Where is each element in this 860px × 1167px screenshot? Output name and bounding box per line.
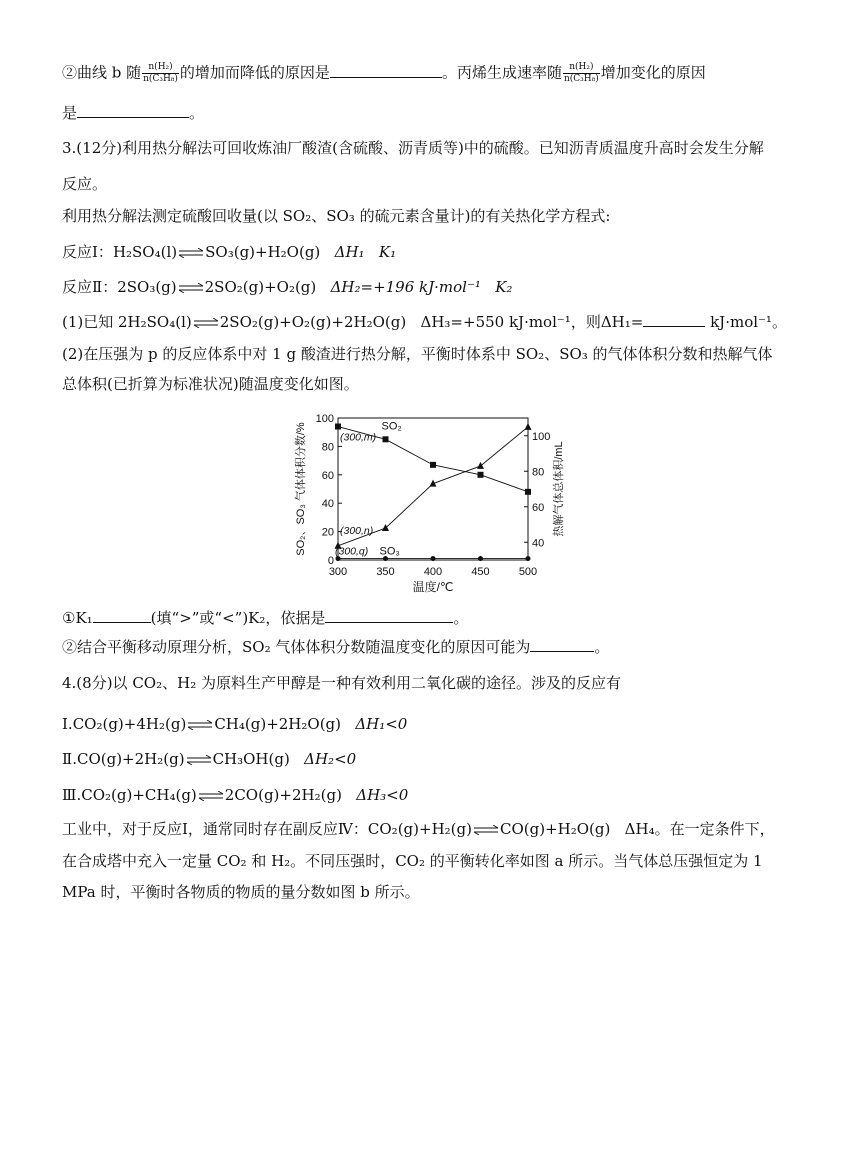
text-segment: 。丙烯生成速率随 xyxy=(441,63,562,82)
data-point-triangle xyxy=(525,423,532,430)
annotation-q: (300,q) xyxy=(335,545,369,558)
text-segment: 的增加而降低的原因是 xyxy=(179,63,330,82)
x-tick-label: 450 xyxy=(471,566,490,578)
sub-question-2-line-2: 总体积(已折算为标准状况)随温度变化如图。 xyxy=(62,375,359,393)
data-point-square xyxy=(383,436,389,442)
annotation-n: (300,n) xyxy=(340,524,374,537)
y2-tick-label: 60 xyxy=(532,501,545,514)
question-3-header-cont: 反应。 xyxy=(62,175,108,193)
question-3-intro: 利用热分解法测定硫酸回收量(以 SO₂、SO₃ 的硫元素含量计)的有关热化学方程式: xyxy=(62,207,611,225)
reaction-2: 反应Ⅱ：2SO₃(g) 2SO₂(g)+O₂(g) ΔH₂=+196 kJ·mol⁻¹ K₂ xyxy=(62,278,513,296)
y-tick-label: 80 xyxy=(321,441,334,454)
data-point-circle xyxy=(431,556,436,561)
equilibrium-arrow-icon xyxy=(178,248,204,258)
sub-question-1: (1)已知 2H₂SO₄(l) 2SO₂(g)+O₂(g)+2H₂O(g) ΔH₃=+550 kJ·mol⁻¹，则ΔH₁= kJ·mol⁻¹。 xyxy=(62,313,787,331)
data-point-triangle xyxy=(382,524,389,531)
text-segment: 增加变化的原因 xyxy=(600,63,706,82)
fraction: $\frac{\text{n(H₂)}}{\text{n(C₃H₈)}}$ xyxy=(563,62,599,84)
answer-blank[interactable] xyxy=(643,312,705,327)
reaction-4-2: Ⅱ.CO(g)+2H₂(g) CH₃OH(g) ΔH₂<0 xyxy=(62,750,357,768)
equilibrium-arrow-icon xyxy=(186,755,212,765)
question-3-header: 3.(12分)利用热分解法可回收炼油厂酸渣(含硫酸、沥青质等)中的硫酸。已知沥青质温度升高时会发生分解 xyxy=(62,139,764,157)
sub-question-2-line-1: (2)在压强为 p 的反应体系中对 1 g 酸渣进行热分解，平衡时体系中 SO₂、SO₃ 的气体体积分数和热解气体 xyxy=(62,345,773,363)
question-4-header: 4.(8分)以 CO₂、H₂ 为原料生产甲醇是一种有效利用二氧化碳的途径。涉及的反应有 xyxy=(62,674,621,692)
y2-tick-label: 100 xyxy=(532,430,551,443)
question-so2-reason: ②结合平衡移动原理分析，SO₂ 气体体积分数随温度变化的原因可能为 。 xyxy=(62,638,610,656)
y-tick-label: 20 xyxy=(321,526,334,539)
data-point-square xyxy=(335,424,341,430)
y2-axis-label: 热解气体总体积/mL xyxy=(553,441,565,537)
answer-blank[interactable] xyxy=(530,637,594,652)
data-point-triangle xyxy=(477,462,484,469)
paragraph-line-2: 在合成塔中充入一定量 CO₂ 和 H₂。不同压强时，CO₂ 的平衡转化率如图 a 所示。当气体总压强恒定为 1 xyxy=(62,852,763,870)
answer-blank[interactable] xyxy=(330,63,442,78)
reaction-4-3: Ⅲ.CO₂(g)+CH₄(g) 2CO(g)+2H₂(g) ΔH₃<0 xyxy=(62,786,409,804)
question-2-line-2: 是 。 xyxy=(62,104,205,122)
y-tick-label: 0 xyxy=(327,555,334,567)
plot-area xyxy=(293,413,565,594)
x-tick-label: 500 xyxy=(518,566,538,578)
equilibrium-arrow-icon xyxy=(187,720,213,730)
equilibrium-arrow-icon xyxy=(193,318,219,328)
y-tick-label: 100 xyxy=(315,413,334,425)
answer-blank[interactable] xyxy=(93,608,151,623)
y-axis-label: SO₂、SO₃ 气体体积分数/% xyxy=(295,422,307,556)
fraction: $\frac{\text{n(H₂)}}{\text{n(C₃H₈)}}$ xyxy=(143,62,178,84)
x-tick-label: 400 xyxy=(423,566,443,578)
annotation-m: (300,m) xyxy=(340,431,377,444)
equilibrium-arrow-icon xyxy=(198,791,224,801)
paragraph-line-3: MPa 时，平衡时各物质的物质的量分数如图 b 所示。 xyxy=(62,883,420,901)
series-label-so3: SO₃ xyxy=(379,545,400,558)
equilibrium-arrow-icon xyxy=(473,825,499,835)
equilibrium-arrow-icon xyxy=(178,283,204,293)
y-tick-label: 40 xyxy=(321,498,334,511)
y2-tick-label: 40 xyxy=(532,537,545,550)
reaction-4-1: Ⅰ.CO₂(g)+4H₂(g) CH₄(g)+2H₂O(g) ΔH₁<0 xyxy=(62,715,408,733)
paragraph-line-1: 工业中，对于反应Ⅰ，通常同时存在副反应Ⅳ：CO₂(g)+H₂(g) CO(g)+H₂O(g) ΔH₄。在一定条件下， xyxy=(62,820,775,838)
reaction-1: 反应Ⅰ：H₂SO₄(l) SO₃(g)+H₂O(g) ΔH₁ K₁ xyxy=(62,243,397,261)
answer-blank[interactable] xyxy=(77,103,189,118)
data-point-circle xyxy=(526,556,531,561)
x-axis-label: 温度/℃ xyxy=(412,580,454,594)
x-tick-label: 300 xyxy=(328,566,348,578)
y-tick-label: 60 xyxy=(321,469,334,482)
equilibrium-chart xyxy=(290,403,570,603)
answer-blank[interactable] xyxy=(325,608,453,623)
y2-tick-label: 80 xyxy=(532,466,545,479)
x-tick-label: 350 xyxy=(376,566,395,578)
series-label-so2: SO₂ xyxy=(381,420,402,433)
question-2-line-1 xyxy=(62,62,706,85)
text-segment: ②曲线 b 随 xyxy=(62,63,142,82)
question-k-compare: ①K₁ (填“>”或“<”)K₂，依据是 。 xyxy=(62,609,469,627)
data-point-circle xyxy=(478,556,483,561)
data-point-square xyxy=(525,489,531,495)
data-point-square xyxy=(478,472,484,478)
data-point-square xyxy=(430,462,436,468)
